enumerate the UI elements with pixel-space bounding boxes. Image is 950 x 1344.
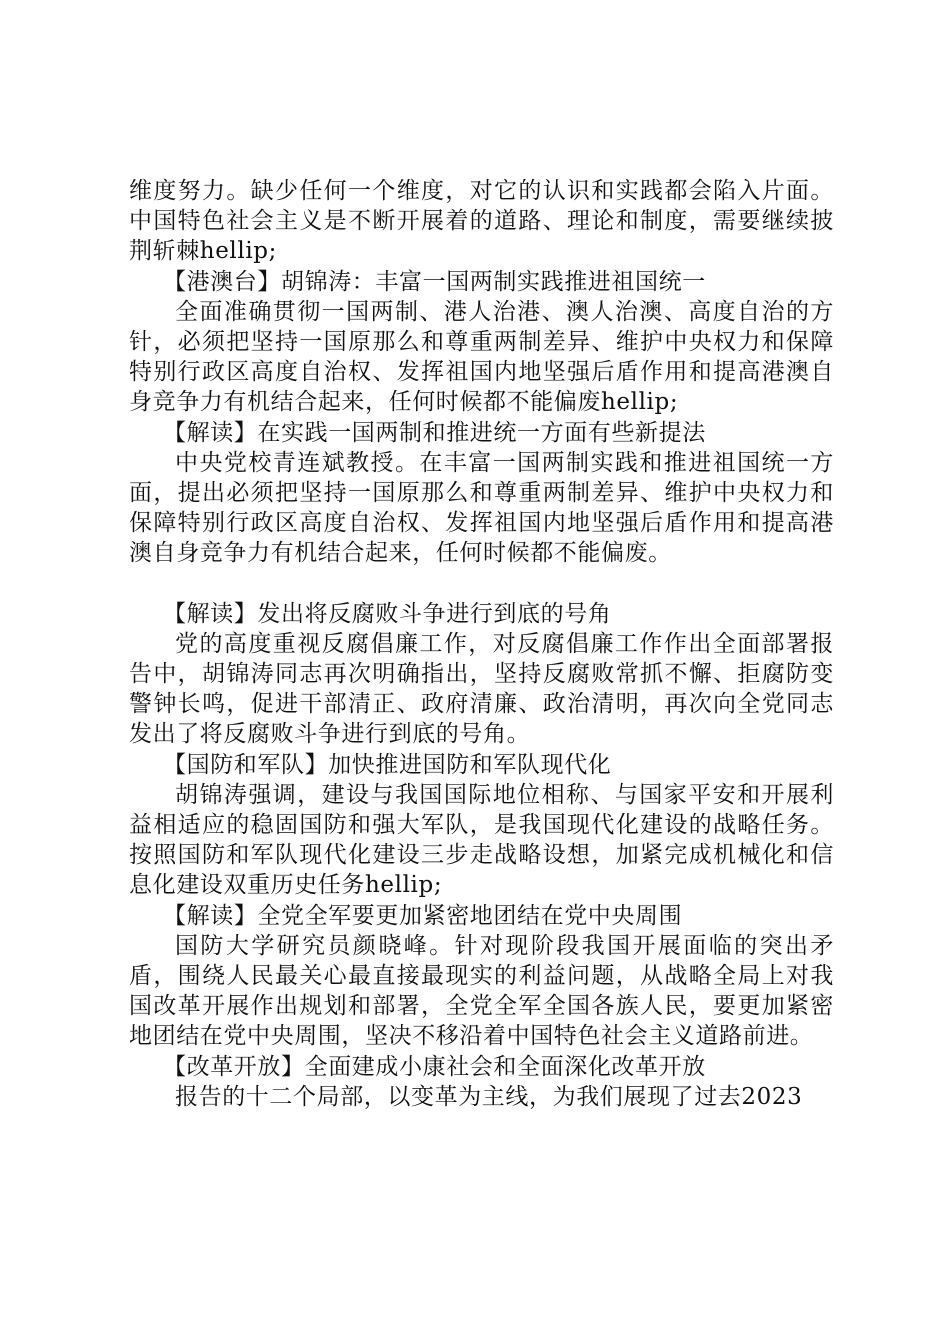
interpretation-heading: 【解读】在实践一国两制和推进统一方面有些新提法 [163,419,706,446]
interpretation-heading: 【解读】全党全军要更加紧密地团结在党中央周围 [163,902,683,929]
body-paragraph: 报告的十二个局部，以变革为主线，为我们展现了过去2023 [175,1083,803,1110]
section-heading-national-defense: 【国防和军队】加快推进国防和军队现代化 [163,751,612,778]
body-paragraph: 胡锦涛强调，建设与我国国际地位相称、与国家平安和开展利益相适应的稳固国防和强大军队，是我国现代化建设的战略任务。按照国防和军队现代化建设三步走战略设想，加紧完成机械化和信息化建设双重历史任务hellip; [129,781,834,899]
body-paragraph: 全面准确贯彻一国两制、港人治港、澳人治澳、高度自治的方针，必须把坚持一国原那么和尊重两制差异、维护中央权力和保障特别行政区高度自治权、发挥祖国内地坚强后盾作用和提高港澳自身竞争力有机结合起来，任何时候都不能偏废hellip; [129,298,834,416]
body-paragraph: 中央党校青连斌教授。在丰富一国两制实践和推进祖国统一方面，提出必须把坚持一国原那么和尊重两制差异、维护中央权力和保障特别行政区高度自治权、发挥祖国内地坚强后盾作用和提高港澳自身竞争力有机结合起来，任何时候都不能偏废。 [129,449,834,567]
section-heading-reform-opening: 【改革开放】全面建成小康社会和全面深化改革开放 [163,1053,706,1080]
section-heading-hk-macau-taiwan: 【港澳台】胡锦涛：丰富一国两制实践推进祖国统一 [163,268,706,295]
document-body [129,176,834,1112]
interpretation-heading: 【解读】发出将反腐败斗争进行到底的号角 [163,600,612,627]
paragraph-spacer [129,569,834,599]
body-paragraph: 党的高度重视反腐倡廉工作，对反腐倡廉工作作出全面部署报告中，胡锦涛同志再次明确指出，坚持反腐败常抓不懈、拒腐防变警钟长鸣，促进干部清正、政府清廉、政治清明，再次向全党同志发出了将反腐败斗争进行到底的号角。 [129,630,834,748]
body-paragraph-continued: 维度努力。缺少任何一个维度，对它的认识和实践都会陷入片面。中国特色社会主义是不断开展着的道路、理论和制度，需要继续披荆斩棘hellip; [129,178,834,265]
body-paragraph: 国防大学研究员颜晓峰。针对现阶段我国开展面临的突出矛盾，围绕人民最关心最直接最现实的利益问题，从战略全局上对我国改革开展作出规划和部署，全党全军全国各族人民，要更加紧密地团结在党中央周围，坚决不移沿着中国特色社会主义道路前进。 [129,932,834,1050]
